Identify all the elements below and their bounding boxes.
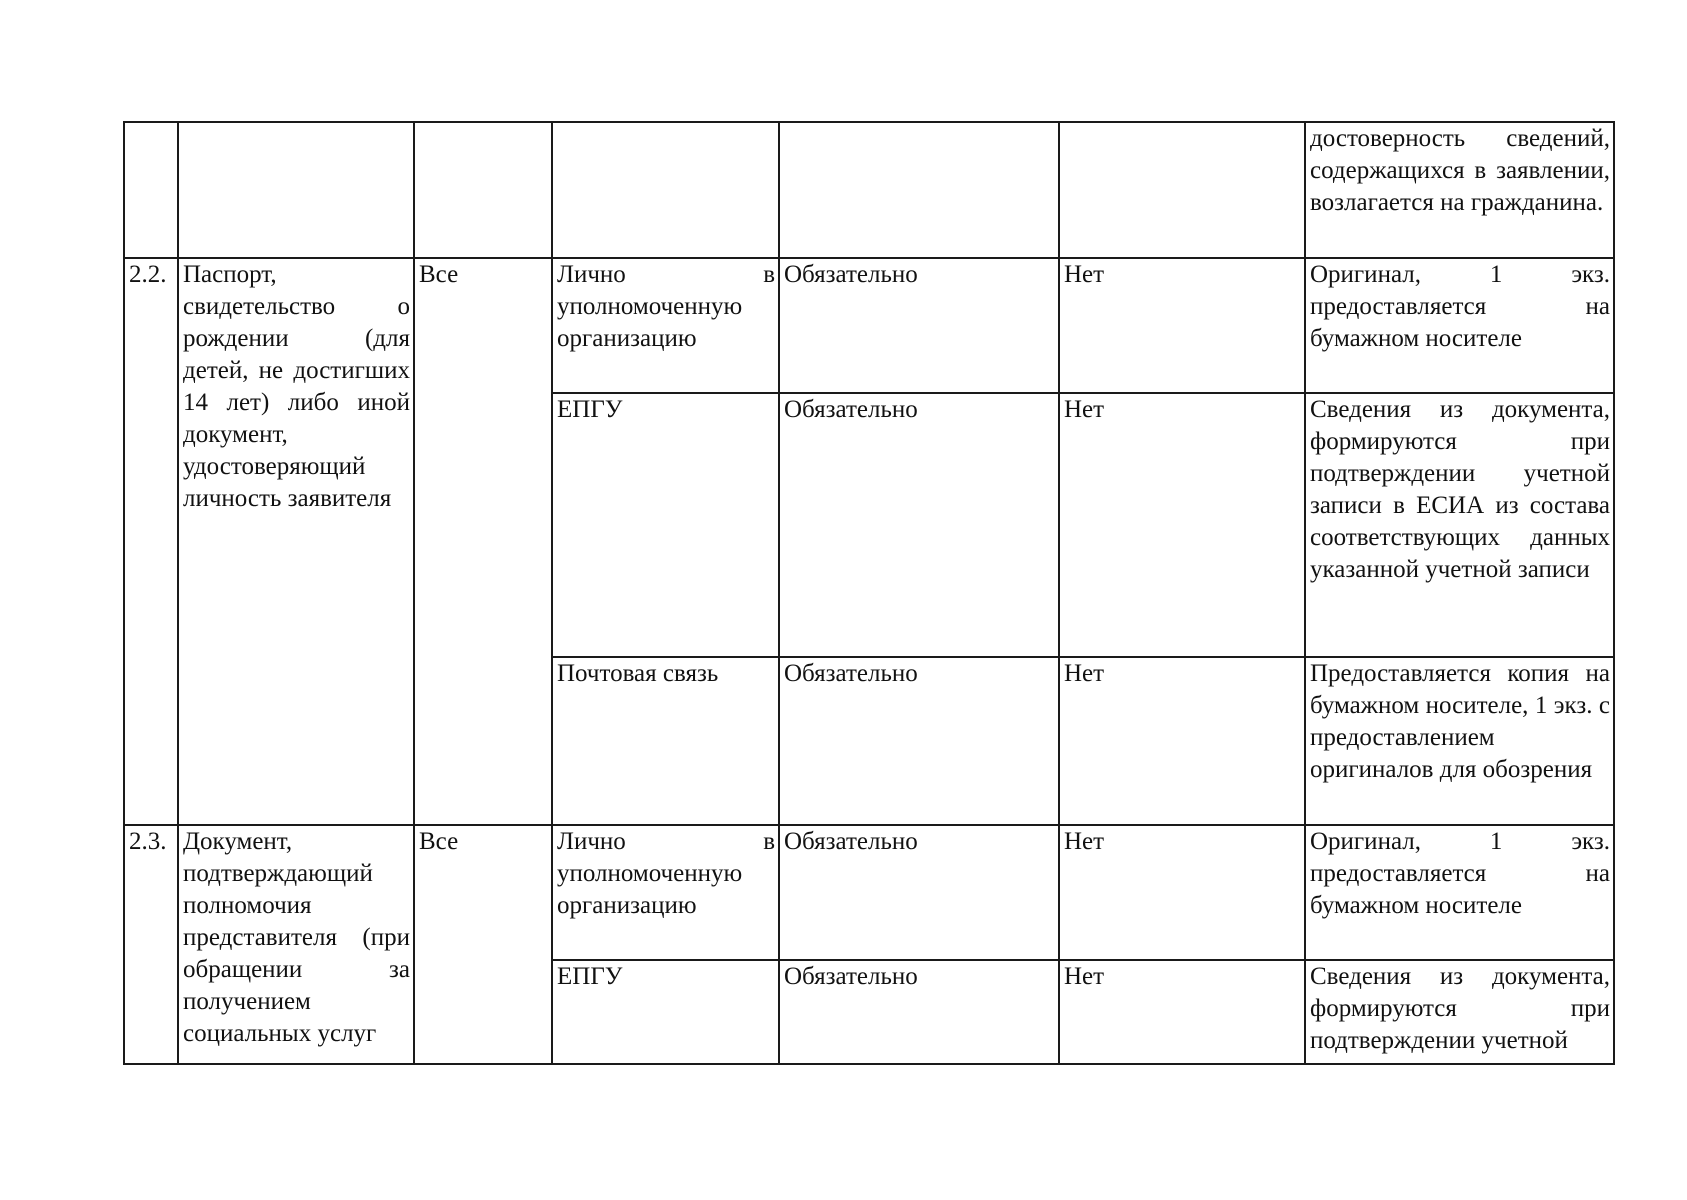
services-table bbox=[123, 121, 1615, 1065]
section-number: 2.3. bbox=[124, 825, 178, 1064]
submission-method: ЕПГУ bbox=[552, 393, 779, 657]
cell-requirement bbox=[779, 122, 1059, 258]
notes: Предоставляется копия на бумажном носителе, 1 экз. с предоставлением оригиналов для обозрения bbox=[1305, 657, 1614, 825]
requirement: Обязательно bbox=[779, 393, 1059, 657]
cell-number bbox=[124, 122, 178, 258]
cell-notes: достоверность сведений, содержащихся в заявлении, возлагается на гражданина. bbox=[1305, 122, 1614, 258]
submission-method: ЕПГУ bbox=[552, 960, 779, 1064]
document-name: Паспорт, свидетельство о рождении (для детей, не достигших 14 лет) либо иной документ, удостоверяющий личность заявителя bbox=[178, 258, 414, 825]
cell-category bbox=[414, 122, 552, 258]
value: Нет bbox=[1059, 825, 1305, 960]
applicant-category: Все bbox=[414, 825, 552, 1064]
section-number: 2.2. bbox=[124, 258, 178, 825]
cell-document bbox=[178, 122, 414, 258]
requirement: Обязательно bbox=[779, 960, 1059, 1064]
notes: Оригинал, 1 экз. предоставляется на бумажном носителе bbox=[1305, 825, 1614, 960]
notes: Сведения из документа, формируются при подтверждении учетной записи в ЕСИА из состава соответствующих данных указанной учетной записи bbox=[1305, 393, 1614, 657]
document-name: Документ, подтверждающий полномочия представителя (при обращении за получением социальных услуг bbox=[178, 825, 414, 1064]
requirement: Обязательно bbox=[779, 825, 1059, 960]
value: Нет bbox=[1059, 960, 1305, 1064]
submission-method: Лично в уполномоченную организацию bbox=[552, 825, 779, 960]
cell-method bbox=[552, 122, 779, 258]
table-row bbox=[124, 258, 1614, 393]
submission-method: Лично в уполномоченную организацию bbox=[552, 258, 779, 393]
cell-value bbox=[1059, 122, 1305, 258]
notes: Сведения из документа, формируются при подтверждении учетной bbox=[1305, 960, 1614, 1064]
table-row bbox=[124, 122, 1614, 258]
value: Нет bbox=[1059, 657, 1305, 825]
notes: Оригинал, 1 экз. предоставляется на бумажном носителе bbox=[1305, 258, 1614, 393]
value: Нет bbox=[1059, 258, 1305, 393]
applicant-category: Все bbox=[414, 258, 552, 825]
table-row bbox=[124, 825, 1614, 960]
submission-method: Почтовая связь bbox=[552, 657, 779, 825]
requirement: Обязательно bbox=[779, 258, 1059, 393]
value: Нет bbox=[1059, 393, 1305, 657]
requirement: Обязательно bbox=[779, 657, 1059, 825]
